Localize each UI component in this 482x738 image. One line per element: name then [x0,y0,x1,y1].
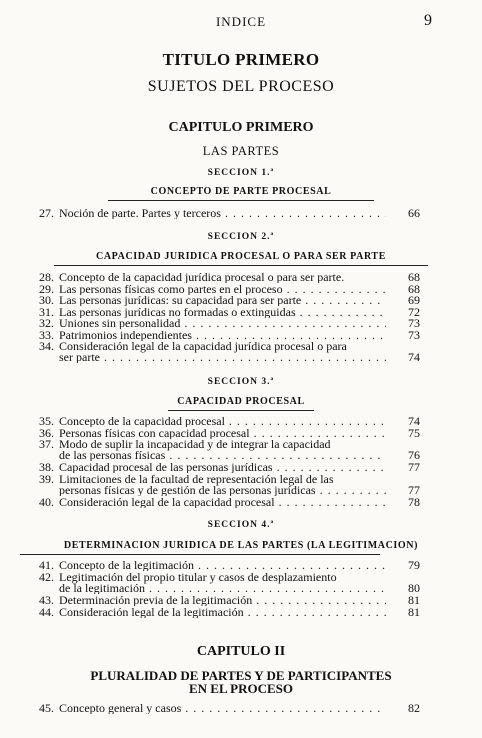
entry-text: Personas físicas con capacidad procesal . . . [59,428,386,439]
entry-number: 29. [39,281,54,296]
entry-page: 82 [408,701,420,715]
entry-page: 77 [408,460,420,474]
entry-number: 41. [39,558,54,572]
section-rule [108,200,374,201]
entry-text: Las personas jurídicas no formadas o extinguidas . . . [59,307,386,318]
entry-number: 45. [39,701,54,715]
entry-text: Concepto de la legitimación . . . [59,560,386,571]
entry-page: 66 [408,206,420,220]
entry-number: 42. [39,570,54,584]
entry-number: 27. [39,206,54,220]
entry-page: 73 [408,316,420,330]
entry-page: 72 [408,304,420,319]
entry-number: 43. [39,593,54,607]
section-title: DETERMINACION JURIDICA DE LAS PARTES (LA LEGITIMACION) [63,540,419,551]
chapter-subtitle: LAS PARTES [202,144,280,158]
entry-number: 31. [39,304,54,319]
chapter-title: CAPITULO PRIMERO [168,120,314,135]
entry-number: 39. [39,472,54,486]
entry-page: 68 [408,270,420,284]
entry-text: Consideración legal de la legitimación . . . [59,607,386,618]
entry-page: 73 [408,327,420,342]
entry-text: Las personas físicas como partes en el proceso . . . [59,284,386,295]
section-title: CONCEPTO DE PARTE PROCESAL [150,186,332,197]
entry-number: 33. [39,327,54,342]
entry-text: Noción de parte. Partes y terceros . . . [59,208,386,219]
entry-text: Consideración legal de la capacidad procesal . . . [59,497,386,508]
entry-text: Concepto general y casos . . . [59,703,386,714]
entry-page: 75 [408,425,420,440]
entry-number: 40. [39,495,54,509]
entry-text: Capacidad procesal de las personas jurídicas . . . [59,462,386,473]
entry-number: 38. [39,460,54,474]
section-label: SECCION 1.ª [207,168,275,178]
entry-text: Limitaciones de la facultad de representación legal de las personas físicas y de gestión de las personas jurídicas . . . [59,474,386,496]
entry-text: Las personas jurídicas: su capacidad para ser parte . . . [59,295,386,306]
entry-number: 44. [39,604,54,619]
entry-text: Uniones sin personalidad . . . [59,318,386,329]
entry-page: 69 [408,293,420,307]
section-title: CAPACIDAD JURIDICA PROCESAL O PARA SER PARTE [96,251,386,262]
entry-page: 81 [408,593,420,607]
chapter-subtitle-line2: EN EL PROCESO [188,681,294,696]
running-header: INDICE [215,14,267,29]
section-label: SECCION 3.ª [207,377,275,387]
entry-number: 30. [39,293,54,307]
entry-number: 36. [39,425,54,440]
section-label: SECCION 4.ª [207,520,275,530]
entry-page: 81 [408,604,420,619]
entry-number: 34. [39,339,54,353]
section-rule [54,265,428,266]
section-title: CAPACIDAD PROCESAL [177,396,305,407]
entry-page: 78 [408,495,420,509]
page-number: 9 [424,12,432,29]
entry-text: Concepto de la capacidad procesal . . . [59,416,386,427]
part-subtitle: SUJETOS DEL PROCESO [147,78,335,95]
section-rule [168,410,314,411]
entry-text: Concepto de la capacidad jurídica procesal o para ser parte. [59,272,345,284]
entry-page: 80 [408,581,420,596]
entry-text: Patrimonios independientes . . . [59,330,386,341]
entry-number: 28. [39,270,54,284]
entry-page: 76 [408,448,420,463]
entry-text: Consideración legal de la capacidad jurídica procesal o para ser parte . . . [59,341,386,363]
section-rule [20,554,380,555]
section-label: SECCION 2.ª [207,232,275,242]
entry-page: 77 [408,483,420,498]
entry-page: 68 [408,281,420,296]
entry-number: 37. [39,437,54,451]
chapter-subtitle: PLURALIDAD DE PARTES Y DE PARTICIPANTES [90,668,392,683]
entry-number: 32. [39,316,54,330]
chapter-title: CAPITULO II [196,644,286,659]
entry-text: Modo de suplir la incapacidad y de integrar la capacidad de las personas físicas . . . [59,439,386,461]
entry-page: 74 [408,350,420,365]
entry-page: 79 [408,558,420,572]
entry-page: 74 [408,414,420,428]
entry-text: Legitimación del propio titular y casos de desplazamiento de la legitimación . . . [59,572,386,594]
entry-number: 35. [39,414,54,428]
entry-text: Determinación previa de la legitimación . . . [59,595,386,606]
part-title: TITULO PRIMERO [162,50,320,69]
